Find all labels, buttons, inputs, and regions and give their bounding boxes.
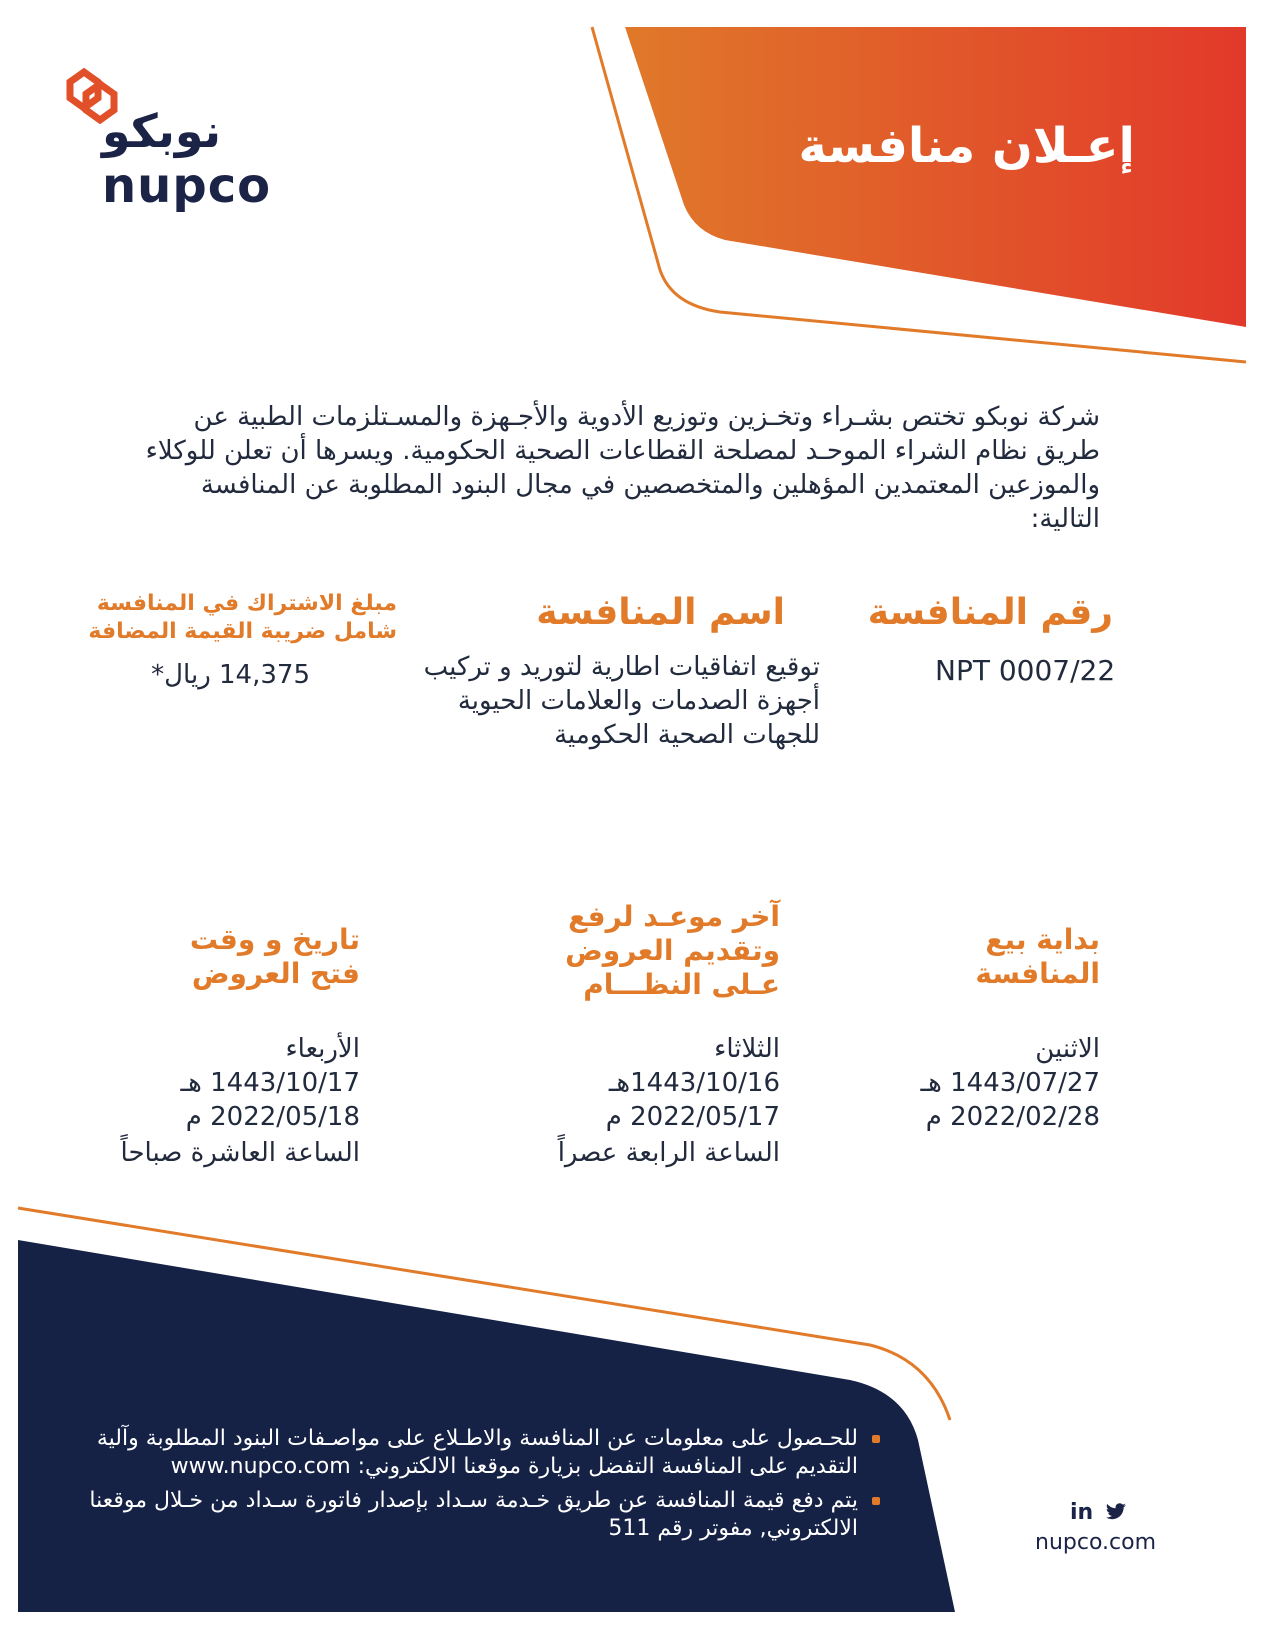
opening-label-line2: فتح العروض <box>191 957 360 990</box>
sale-start-gregorian: 2022/02/28 م <box>925 1102 1100 1132</box>
logo-text-arabic: نوبكو <box>102 104 221 158</box>
social-links <box>1070 1500 1127 1525</box>
deadline-label-line2: وتقديم العروض <box>565 934 780 967</box>
bullet-icon <box>872 1435 880 1443</box>
deadline-day: الثلاثاء <box>714 1034 780 1064</box>
footer-notes <box>45 1425 880 1549</box>
opening-gregorian: 2022/05/18 م <box>185 1102 360 1132</box>
opening-hijri: 1443/10/17 هـ <box>180 1068 360 1098</box>
footer-note-item <box>45 1487 880 1543</box>
deadline-label-line1: آخر موعـد لرفع <box>568 900 780 933</box>
footer-note-text: للحـصول على معلومات عن المنافسة والاطـلاع على مواصـفات البنود المطلوبة وآلية التقديم على المنافسة التفضل بزيارة موقعنا الالكتروني: www.nupco.com <box>96 1426 858 1479</box>
deadline-time: الساعة الرابعة عصراً <box>557 1138 780 1168</box>
sale-start-day: الاثنين <box>1035 1034 1100 1064</box>
logo-text-english: nupco <box>102 158 272 214</box>
header-banner <box>625 27 1246 327</box>
opening-time: الساعة العاشرة صباحاً <box>120 1138 360 1168</box>
tender-name-value: توقيع اتفاقيات اطارية لتوريد و تركيب أجهزة الصدمات والعلامات الحيوية للجهات الصحية الحكومية <box>423 652 820 750</box>
page-title: إعـلان منافسة <box>798 118 1135 174</box>
opening-day: الأربعاء <box>285 1034 360 1064</box>
footer-note-text: يتم دفع قيمة المنافسة عن طريق خـدمة سـداد بإصدار فاتورة سـداد من خـلال موقعنا الالكتروني, مفوتر رقم 511 <box>89 1488 858 1541</box>
website-link[interactable]: nupco.com <box>1035 1530 1156 1555</box>
linkedin-icon[interactable]: in <box>1070 1500 1094 1525</box>
sale-start-label-line2: المنافسة <box>975 957 1100 990</box>
opening-label-line1: تاريخ و وقت <box>189 923 360 956</box>
intro-paragraph: شركة نوبكو تختص بشـراء وتخـزين وتوزيع الأدوية والأجـهزة والمسـتلزمات الطبية عن طريق نظام الشراء الموحـد لمصلحة القطاعات الصحية الحكومية. ويسرها أن تعلن للوكلاء والموزعين المعتمدين المؤهلين والمتخصصين في مجال البنود المطلوبة عن المنافسة التالية: <box>145 402 1100 534</box>
tender-number-label: رقم المنافسة <box>867 592 1113 633</box>
twitter-icon[interactable] <box>1105 1503 1127 1521</box>
sale-start-label-line1: بداية بيع <box>985 923 1100 956</box>
bullet-icon <box>872 1497 880 1505</box>
deadline-hijri: 1443/10/16هـ <box>608 1068 780 1098</box>
footer-note-item <box>45 1425 880 1481</box>
deadline-gregorian: 2022/05/17 م <box>605 1102 780 1132</box>
nupco-logo <box>62 64 272 214</box>
tender-name-label: اسم المنافسة <box>536 592 785 633</box>
tender-number-value: NPT 0007/22 <box>935 654 1116 687</box>
sale-start-hijri: 1443/07/27 هـ <box>920 1068 1100 1098</box>
fee-label-line1: مبلغ الاشتراك في المنافسة <box>96 591 397 616</box>
fee-label-line2: شامل ضريبة القيمة المضافة <box>88 619 397 644</box>
fee-value: 14,375 ريال* <box>151 660 310 690</box>
deadline-label-line3: عـلى النظـــام <box>583 968 780 1001</box>
